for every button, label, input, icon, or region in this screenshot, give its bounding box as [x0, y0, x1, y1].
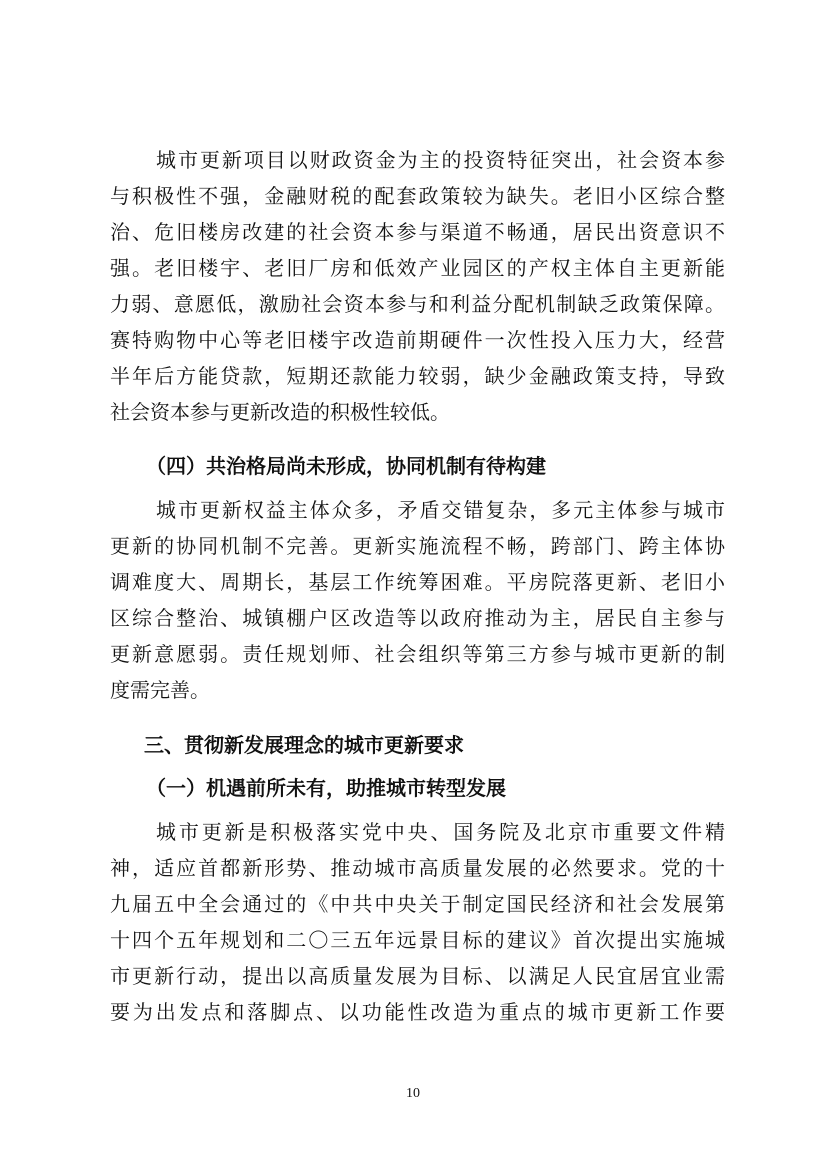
text-line: 神，适应首都新形势、推动城市高质量发展的必然要求。党的十 — [110, 856, 725, 880]
text-line: 要为出发点和落脚点、以功能性改造为重点的城市更新工作要 — [110, 1000, 725, 1024]
text-line: 与积极性不强，金融财税的配套政策较为缺失。老旧小区综合整 — [110, 184, 725, 208]
paragraph-opportunity — [110, 814, 725, 1030]
paragraph-social-capital — [110, 142, 725, 430]
text-line: 十四个五年规划和二〇三五年远景目标的建议》首次提出实施城 — [110, 928, 725, 952]
text-line: 城市更新是积极落实党中央、国务院及北京市重要文件精 — [156, 820, 725, 844]
text-line: 半年后方能贷款，短期还款能力较弱，缺少金融政策支持，导致 — [110, 364, 725, 388]
section-heading-three: 三、贯彻新发展理念的城市更新要求 — [144, 733, 464, 757]
text-line: 力弱、意愿低，激励社会资本参与和利益分配机制缺乏政策保障。 — [110, 292, 725, 316]
text-line: 调难度大、周期长，基层工作统筹困难。平房院落更新、老旧小 — [110, 570, 725, 594]
subheading-four: （四）共治格局尚未形成，协同机制有待构建 — [146, 454, 546, 478]
subheading-one: （一）机遇前所未有，助推城市转型发展 — [146, 776, 506, 800]
text-line: 更新的协同机制不完善。更新实施流程不畅，跨部门、跨主体协 — [110, 534, 725, 558]
text-line: 治、危旧楼房改建的社会资本参与渠道不畅通，居民出资意识不 — [110, 220, 725, 244]
text-line: 市更新行动，提出以高质量发展为目标、以满足人民宜居宜业需 — [110, 964, 725, 988]
text-line: 度需完善。 — [110, 678, 210, 702]
text-line: 城市更新权益主体众多，矛盾交错复杂，多元主体参与城市 — [156, 498, 725, 522]
text-line: 社会资本参与更新改造的积极性较低。 — [110, 400, 450, 424]
text-line: 强。老旧楼宇、老旧厂房和低效产业园区的产权主体自主更新能 — [110, 256, 725, 280]
page-number: 10 — [406, 1086, 420, 1101]
text-line: 更新意愿弱。责任规划师、社会组织等第三方参与城市更新的制 — [110, 642, 725, 666]
text-line: 九届五中全会通过的《中共中央关于制定国民经济和社会发展第 — [110, 892, 725, 916]
paragraph-coordination — [110, 492, 725, 708]
text-line: 城市更新项目以财政资金为主的投资特征突出，社会资本参 — [156, 148, 725, 172]
text-line: 区综合整治、城镇棚户区改造等以政府推动为主，居民自主参与 — [110, 606, 725, 630]
text-line: 赛特购物中心等老旧楼宇改造前期硬件一次性投入压力大，经营 — [110, 328, 725, 352]
